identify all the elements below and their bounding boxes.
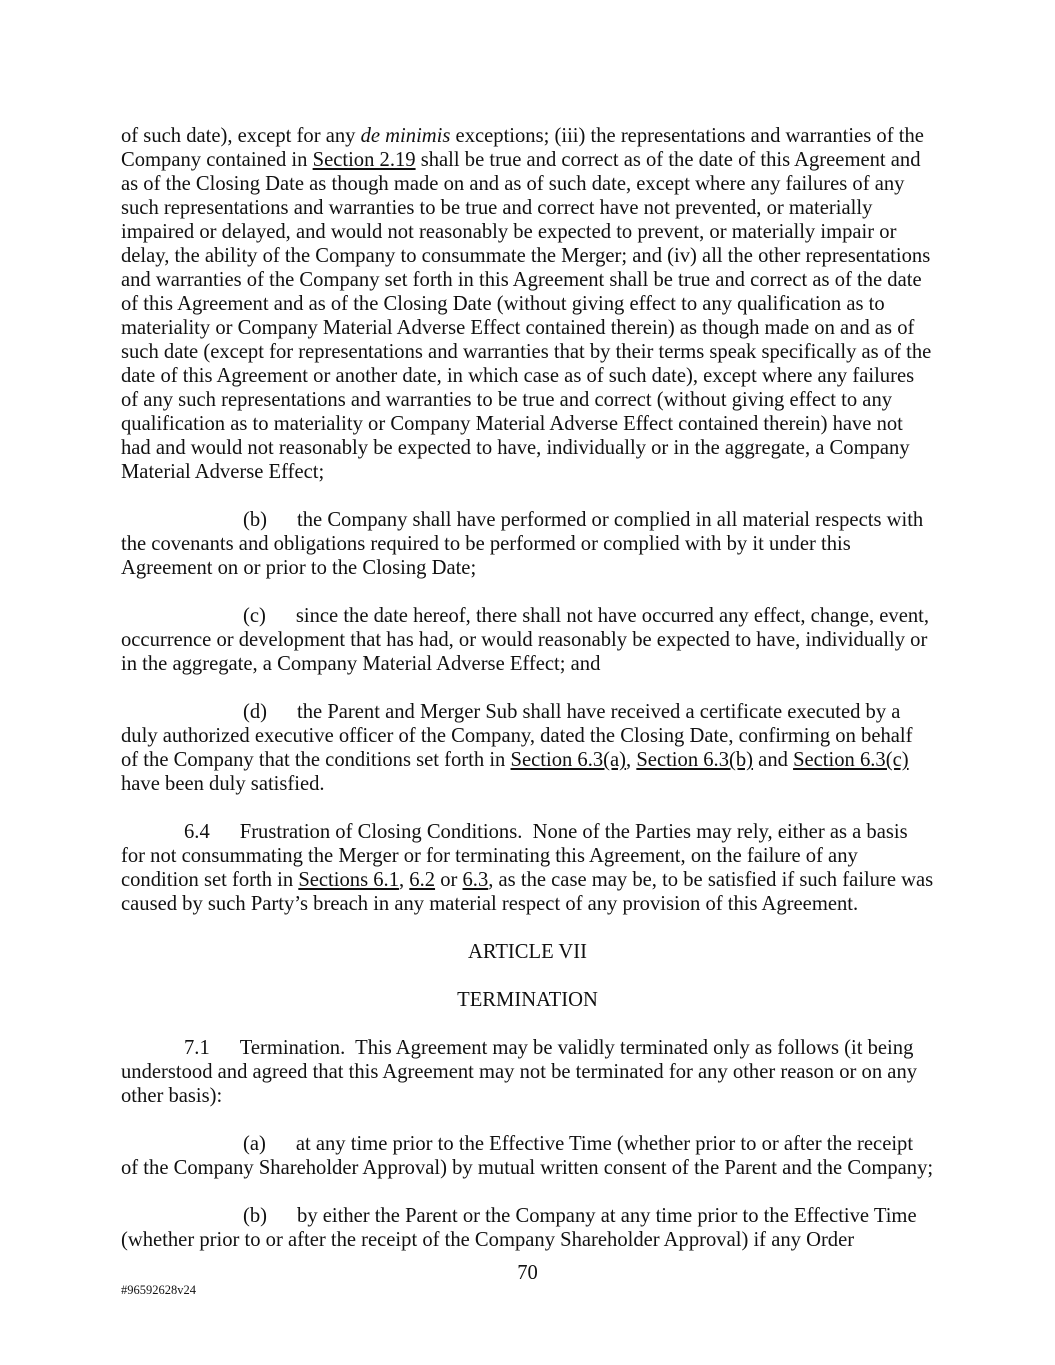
section-reference: 6.3: [462, 869, 489, 891]
section-reference: Section 6.3(a): [510, 749, 627, 771]
paragraph-7-1: [121, 1036, 934, 1108]
text-segment: and: [753, 749, 794, 771]
text-segment: , as the case may be, to be satisfied if such failure was caused by such Party’s breach in any material respect of any provision of this Agreement.: [121, 869, 934, 915]
text-segment: the Company shall have performed or complied in all material respects with the covenants and obligations required to be performed or complied with by it under this Agreement on or prior to the Closing Date;: [121, 509, 924, 579]
section-reference: Sections 6.1: [298, 869, 399, 891]
text-segment: ,: [626, 749, 637, 771]
text-segment: Termination. This Agreement may be validly terminated only as follows (it being understood and agreed that this Agreement may not be terminated for any other reason or on any other basis):: [121, 1037, 918, 1107]
document-id-stamp: #96592628v24: [121, 1283, 196, 1297]
paragraph-7-1-b: [121, 1204, 934, 1252]
text-segment: shall be true and correct as of the date of this Agreement and as of the Closing Date as though made on and as of such date, except where any failures of any such representations and warranties to be true and correct have not prevented, or materially impaired or delayed, and would not reasonably be expected to prevent, or materially impair or delay, the ability of the Company to consummate the Merger; and (iv) all the other representations and warranties of the Company set forth in this Agreement shall be true and correct as of the date of this Agreement and as of the Closing Date (without giving effect to any qualification as to materiality or Company Material Adverse Effect contained therein) as though made on and as of such date (except for representations and warranties that by their terms speak specifically as of the date of this Agreement or another date, in which case as of such date), except where any failures of any such representations and warranties to be true and correct (without giving effect to any qualification as to materiality or Company Material Adverse Effect contained therein) have not had and would not reasonably be expected to have, individually or in the aggregate, a Company Material Adverse Effect;: [121, 149, 932, 483]
heading-termination: TERMINATION: [457, 989, 598, 1011]
paragraph-6-3-continuation: [121, 124, 934, 484]
text-segment: or: [435, 869, 463, 891]
text-segment: (b): [243, 1205, 268, 1227]
paragraph-6-3-c: [121, 604, 934, 676]
text-segment: 7.1: [184, 1037, 210, 1059]
text-segment: by either the Parent or the Company at any time prior to the Effective Time (whether prior to or after the receipt of the Company Shareholder Approval) if any Order: [121, 1205, 917, 1251]
heading-article-vii: ARTICLE VII: [467, 941, 588, 963]
text-segment: ,: [399, 869, 410, 891]
text-segment: 6.4: [184, 821, 210, 843]
section-reference: Section 2.19: [312, 149, 416, 171]
page-number: 70: [517, 1262, 538, 1284]
text-segment: de minimis: [360, 125, 451, 147]
text-segment: (c): [243, 605, 266, 627]
text-segment: have been duly satisfied.: [121, 773, 325, 795]
text-segment: Frustration of Closing Conditions. None of the Parties may rely, either as a basis for not consummating the Merger or for terminating this Agreement, on the failure of any condition set forth in: [121, 821, 908, 891]
section-reference: Section 6.3(c): [793, 749, 909, 771]
page-content: [121, 124, 934, 1276]
text-segment: (d): [243, 701, 268, 723]
paragraph-6-3-b: [121, 508, 934, 580]
text-segment: (a): [243, 1133, 266, 1155]
paragraph-7-1-a: [121, 1132, 934, 1180]
text-segment: exceptions; (iii) the representations and warranties of the Company contained in: [121, 125, 924, 171]
paragraph-6-4: [121, 820, 934, 916]
text-segment: the Parent and Merger Sub shall have received a certificate executed by a duly authorized executive officer of the Company, dated the Closing Date, confirming on behalf of the Company that the conditions set forth in: [121, 701, 913, 771]
section-reference: 6.2: [409, 869, 436, 891]
text-segment: of such date), except for any: [121, 125, 361, 147]
paragraph-6-3-d: [121, 700, 934, 796]
text-segment: at any time prior to the Effective Time (whether prior to or after the receipt of the Company Shareholder Approval) by mutual written consent of the Parent and the Company;: [121, 1133, 934, 1179]
section-reference: Section 6.3(b): [636, 749, 754, 771]
text-segment: since the date hereof, there shall not have occurred any effect, change, event, occurrence or development that has had, or would reasonably be expected to have, individually or in the aggregate, a Company Material Adverse Effect; and: [121, 605, 929, 675]
text-segment: (b): [243, 509, 268, 531]
